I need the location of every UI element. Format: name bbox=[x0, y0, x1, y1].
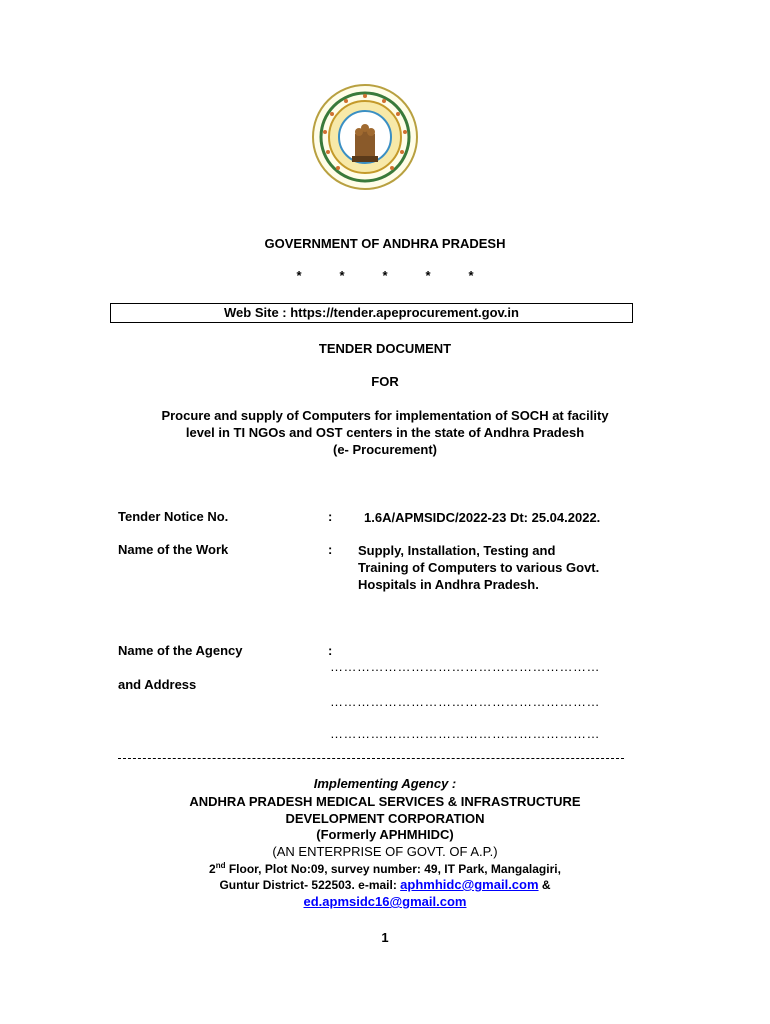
email-link-2[interactable]: ed.apmsidc16@gmail.com bbox=[303, 894, 467, 909]
work-value-line: Hospitals in Andhra Pradesh. bbox=[358, 577, 539, 592]
star: * bbox=[339, 268, 345, 283]
page-number: 1 bbox=[381, 930, 389, 945]
work-value-line: Supply, Installation, Testing and bbox=[358, 543, 556, 558]
star: * bbox=[296, 268, 302, 283]
agency-name-line: ANDHRA PRADESH MEDICAL SERVICES & INFRASTRUCTURE bbox=[189, 794, 581, 809]
subject-line: level in TI NGOs and OST centers in the state of Andhra Pradesh bbox=[185, 425, 585, 440]
email-separator: & bbox=[538, 878, 551, 892]
work-value bbox=[358, 542, 599, 593]
floor-suffix: nd bbox=[215, 861, 226, 870]
agency-label: Name of the Agency bbox=[118, 643, 243, 658]
star: * bbox=[468, 268, 474, 283]
implementing-agency-label: Implementing Agency : bbox=[313, 776, 457, 791]
subject-line: (e- Procurement) bbox=[332, 442, 438, 457]
agency-colon: : bbox=[328, 643, 333, 658]
subject-line: Procure and supply of Computers for implementation of SOCH at facility bbox=[161, 408, 609, 423]
work-colon: : bbox=[328, 542, 333, 557]
agency-dotted-line: …………………………………………………… bbox=[330, 726, 600, 741]
tender-subject bbox=[0, 407, 770, 458]
enterprise-text: (AN ENTERPRISE OF GOVT. OF A.P.) bbox=[272, 844, 498, 859]
work-value-line: Training of Computers to various Govt. bbox=[358, 560, 600, 575]
address-rest: Floor, Plot No:09, survey number: 49, IT Park, Mangalagiri, bbox=[225, 862, 561, 876]
agency-name bbox=[0, 793, 770, 827]
government-title: GOVERNMENT OF ANDHRA PRADESH bbox=[264, 236, 506, 251]
tender-notice-colon: : bbox=[328, 509, 333, 524]
address-line-2 bbox=[0, 877, 770, 892]
separator-stars bbox=[0, 268, 770, 283]
tender-notice-value: 1.6A/APMSIDC/2022-23 Dt: 25.04.2022. bbox=[364, 510, 601, 525]
star: * bbox=[425, 268, 431, 283]
email-link-1[interactable]: aphmhidc@gmail.com bbox=[400, 877, 539, 892]
floor-number: 2 bbox=[209, 862, 216, 876]
document-title: TENDER DOCUMENT bbox=[318, 341, 452, 356]
address-line-1 bbox=[0, 861, 770, 876]
tender-notice-label: Tender Notice No. bbox=[118, 509, 229, 524]
website-box: Web Site : https://tender.apeprocurement.gov.in bbox=[110, 303, 633, 323]
email-line-2 bbox=[0, 894, 770, 909]
formerly-text: (Formerly APHMHIDC) bbox=[316, 827, 454, 842]
address-label: and Address bbox=[118, 677, 197, 692]
star: * bbox=[382, 268, 388, 283]
for-label: FOR bbox=[371, 374, 399, 389]
dashed-divider bbox=[118, 758, 624, 759]
address-prefix: Guntur District- 522503. e-mail: bbox=[219, 878, 401, 892]
agency-dotted-line: …………………………………………………… bbox=[330, 694, 600, 709]
work-label: Name of the Work bbox=[118, 542, 229, 557]
agency-name-line: DEVELOPMENT CORPORATION bbox=[285, 811, 485, 826]
agency-dotted-line: …………………………………………………… bbox=[330, 659, 600, 674]
andhra-pradesh-emblem-icon bbox=[310, 82, 420, 204]
